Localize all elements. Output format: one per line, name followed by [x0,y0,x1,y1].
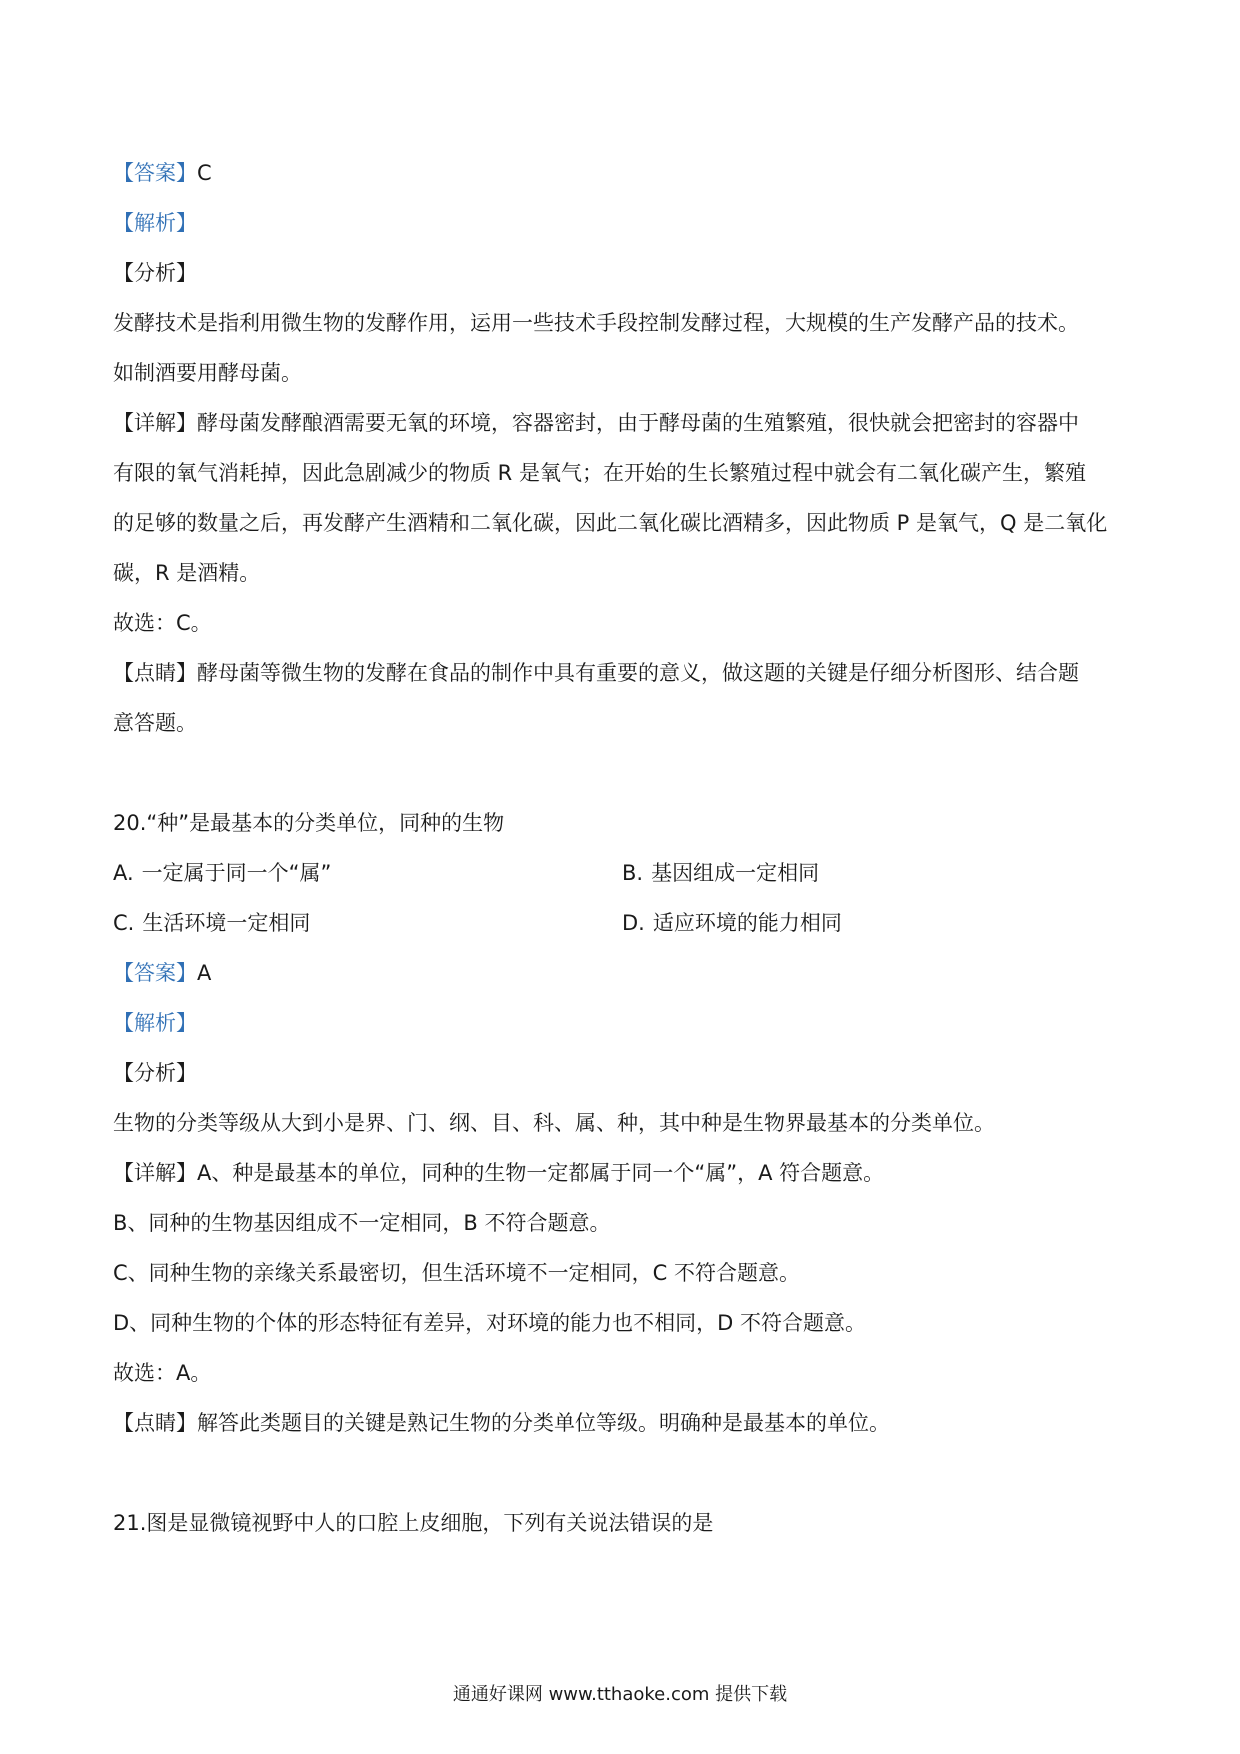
q20-detail-line-1 [113,1158,1143,1188]
q20-option-a [113,858,331,888]
option-text: 一定属于同一个“属” [141,861,332,885]
detail-text: A、种是最基本的单位，同种的生物一定都属于同一个“属”，A 符合题意。 [197,1161,885,1185]
q20-option-c [113,908,310,938]
q20-question: 20.“种”是最基本的分类单位，同种的生物 [113,811,505,835]
answer-tag: 【答案】 [113,961,197,985]
q20-detail-line-2: B、同种的生物基因组成不一定相同，B 不符合题意。 [113,1211,611,1235]
option-letter: B. [622,861,644,885]
q20-detail-line-4: D、同种生物的个体的形态特征有差异，对环境的能力也不相同，D 不符合题意。 [113,1311,867,1335]
dianjing-text: 解答此类题目的关键是熟记生物的分类单位等级。明确种是最基本的单位。 [197,1411,890,1435]
q19-detail-line-2: 有限的氧气消耗掉，因此急剧减少的物质 R 是氧气；在开始的生长繁殖过程中就会有二氧化碳产生，繁殖 [113,461,1086,485]
answer-value: C [197,161,212,185]
q19-fenxi-text-2: 如制酒要用酵母菌。 [113,361,302,385]
option-letter: D. [622,911,645,935]
q19-choose-line: 故选：C。 [113,611,212,635]
option-letter: A. [113,861,134,885]
q20-option-d [622,908,842,938]
q20-option-b [622,858,819,888]
dianjing-tag: 【点睛】 [113,1411,197,1435]
q19-dianjing-line-2: 意答题。 [113,711,197,735]
q20-analysis-line [113,1008,1143,1038]
q20-dianjing-line-1 [113,1408,1143,1438]
q19-answer-line [113,158,1143,188]
q20-fenxi-tag-line [113,1058,1143,1088]
q20-fenxi-text-1: 生物的分类等级从大到小是界、门、纲、目、科、属、种，其中种是生物界最基本的分类单位。 [113,1111,995,1135]
analysis-tag: 【解析】 [113,1011,197,1035]
dianjing-tag: 【点睛】 [113,661,197,685]
detail-tag: 【详解】 [113,1161,197,1185]
detail-tag: 【详解】 [113,411,197,435]
q19-fenxi-text-1: 发酵技术是指利用微生物的发酵作用，运用一些技术手段控制发酵过程，大规模的生产发酵产品的技术。 [113,311,1079,335]
q20-choose-line: 故选：A。 [113,1361,212,1385]
q19-dianjing-line-1 [113,658,1143,688]
q19-detail-line-3: 的足够的数量之后，再发酵产生酒精和二氧化碳，因此二氧化碳比酒精多，因此物质 P 是氧气，Q 是二氧化 [113,511,1108,535]
q20-answer-line [113,958,1143,988]
analysis-tag: 【解析】 [113,211,197,235]
page-footer: 通通好课网 www.tthaoke.com 提供下载 [452,1684,788,1705]
fenxi-tag: 【分析】 [113,1061,197,1085]
answer-value: A [197,961,212,985]
q19-detail-line-1 [113,408,1143,438]
q19-detail-line-4: 碳，R 是酒精。 [113,561,261,585]
option-text: 基因组成一定相同 [651,861,820,885]
option-text: 生活环境一定相同 [142,911,311,935]
q21-question: 21.图是显微镜视野中人的口腔上皮细胞，下列有关说法错误的是 [113,1511,714,1535]
q20-detail-line-3: C、同种生物的亲缘关系最密切，但生活环境不一定相同，C 不符合题意。 [113,1261,800,1285]
q19-analysis-line [113,208,1143,238]
option-letter: C. [113,911,135,935]
detail-text: 酵母菌发酵酿酒需要无氧的环境，容器密封，由于酵母菌的生殖繁殖，很快就会把密封的容器中 [197,411,1079,435]
q19-fenxi-tag-line [113,258,1143,288]
option-text: 适应环境的能力相同 [652,911,842,935]
answer-tag: 【答案】 [113,161,197,185]
dianjing-text: 酵母菌等微生物的发酵在食品的制作中具有重要的意义，做这题的关键是仔细分析图形、结合题 [197,661,1079,685]
fenxi-tag: 【分析】 [113,261,197,285]
